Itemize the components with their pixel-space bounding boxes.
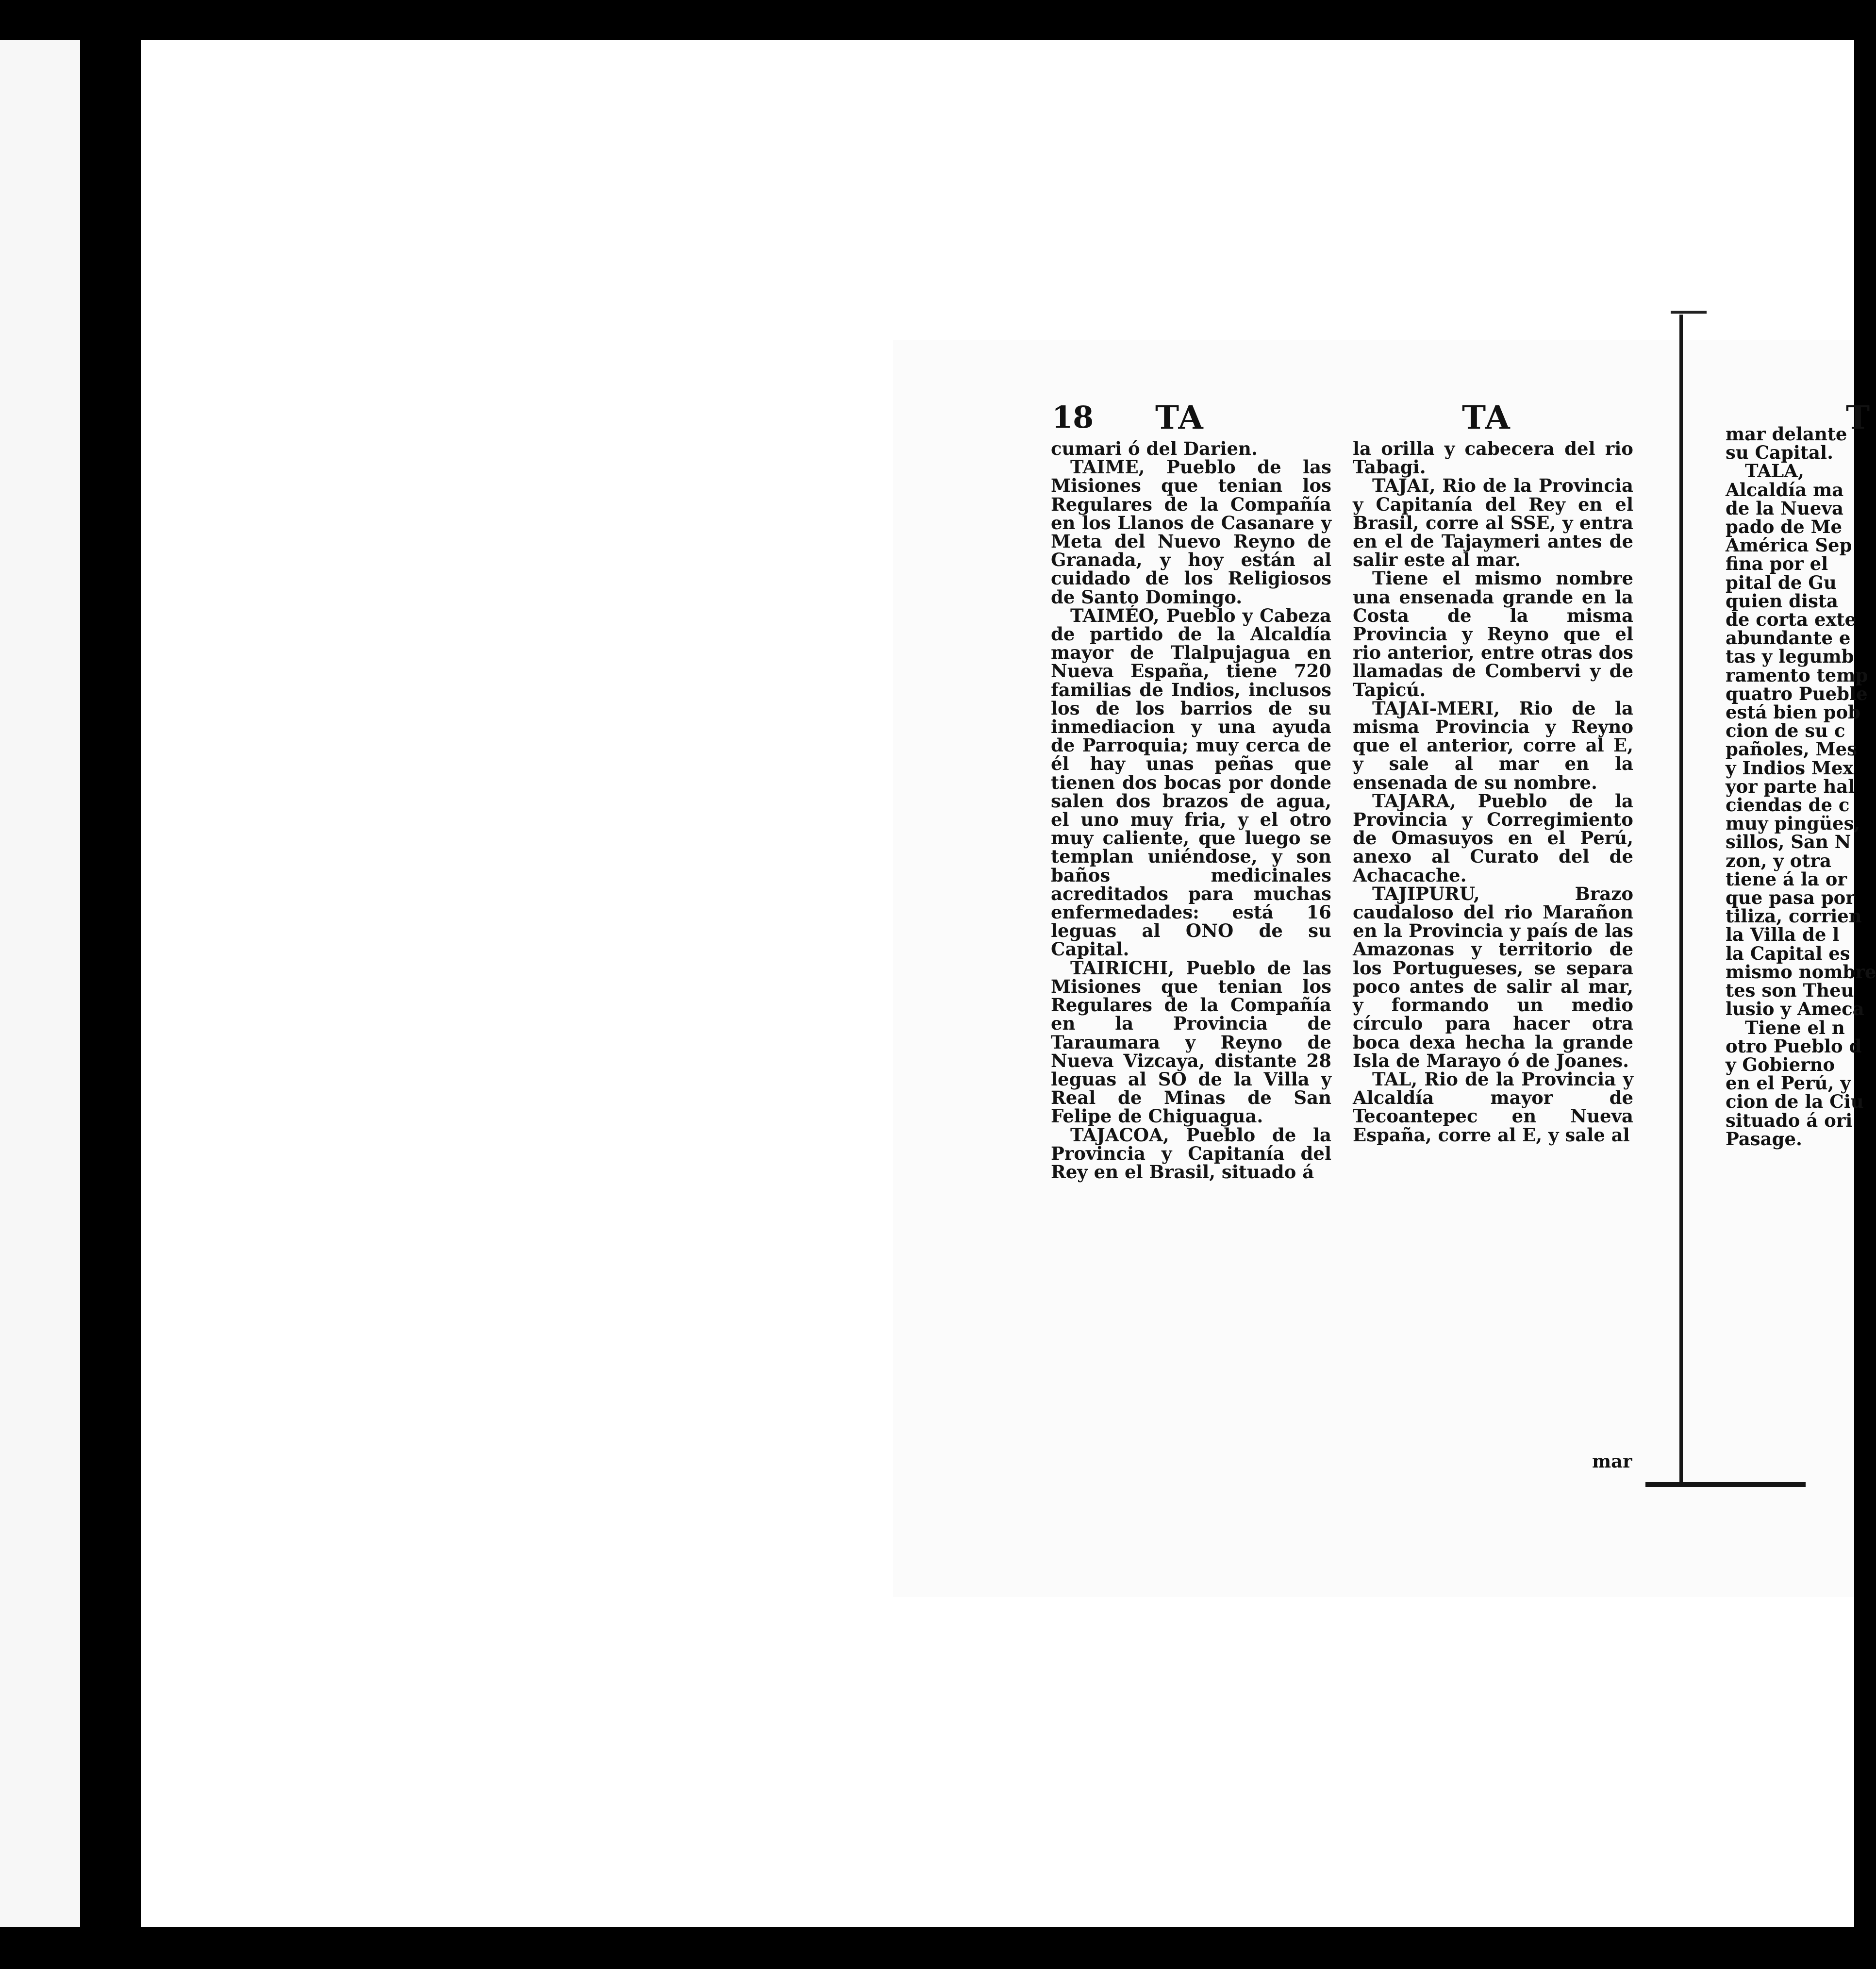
next-page-line: TALA,	[1745, 460, 1804, 482]
dictionary-entry: TAL, Rio de la Provincia y Alcaldía mayor de Tecoantepec en Nueva España, corre al E, y sale al	[1353, 1068, 1633, 1146]
running-head-right: TA	[1462, 399, 1511, 436]
next-page-fragment	[1726, 396, 1876, 1444]
next-page-line: quatro Pueble	[1726, 683, 1868, 704]
left-margin-strip	[0, 40, 80, 1927]
next-page-line: tiene á la or	[1726, 868, 1847, 890]
dictionary-entry: Tiene el mismo nombre una ensenada grande en la Costa de la misma Provincia y Reyno que el rio anterior, entre otras dos llamadas de Combervi y de Tapicú.	[1353, 567, 1633, 701]
next-page-line: otro Pueblo d	[1726, 1035, 1862, 1057]
next-page-line: pañoles, Mes	[1726, 738, 1857, 760]
next-page-line: lusio y Ameca	[1726, 998, 1864, 1020]
running-head-left: TA	[1155, 399, 1204, 436]
next-page-line: en el Perú, y	[1726, 1072, 1851, 1094]
next-page-line: fina por el	[1726, 553, 1828, 575]
next-page-line: mismo nombre	[1726, 961, 1876, 983]
dictionary-entry: TAJAI, Rio de la Provincia y Capitanía del Rey en el Brasil, corre al SSE, y entra en el de Tajaymeri antes de salir este al mar.	[1353, 475, 1633, 571]
next-page-line: de corta exte	[1726, 609, 1857, 631]
next-page-line: sillos, San N	[1726, 831, 1851, 853]
next-page-line: mar delante	[1726, 423, 1847, 445]
dictionary-entry: TAJAI-MERI, Rio de la misma Provincia y Reyno que el anterior, corre al E, y sale al mar en la ensenada de su nombre.	[1353, 697, 1633, 793]
next-page-line: tas y legumb	[1726, 646, 1854, 667]
next-page-line: y Gobierno	[1726, 1053, 1835, 1075]
next-page-line: América Sep	[1726, 534, 1852, 556]
next-page-line: situado á ori	[1726, 1109, 1853, 1131]
next-page-line: cion de su c	[1726, 720, 1845, 742]
next-page-line: la Villa de l	[1726, 924, 1840, 946]
text-column-left	[1051, 439, 1331, 1181]
next-page-line: yor parte hal	[1726, 775, 1855, 797]
next-page-line: pado de Me	[1726, 516, 1843, 538]
next-page-line: Pasage.	[1726, 1128, 1802, 1150]
page-divider-stub	[1671, 311, 1707, 314]
next-page-line: quien dista	[1726, 590, 1838, 612]
next-page-line: pital de Gu	[1726, 571, 1837, 593]
next-page-line: zon, y otra	[1726, 850, 1831, 871]
next-page-line: y Indios Mex	[1726, 757, 1854, 779]
next-page-line: muy pingües,	[1726, 813, 1860, 834]
next-page-line: tes son Theu	[1726, 980, 1854, 1001]
next-page-line: tiliza, corrien	[1726, 905, 1862, 927]
dictionary-entry: TAIRICHI, Pueblo de las Misiones que tenian los Regulares de la Compañía en la Provincia de Taraumara y Reyno de Nueva Vizcaya, distante 28 leguas al SO de la Villa y Real de Minas de San Felipe de Chiguagua.	[1051, 957, 1331, 1127]
next-page-line: Tiene el n	[1745, 1017, 1845, 1038]
next-page-running-head: T	[1846, 399, 1870, 436]
dictionary-entry: TAIMÉO, Pueblo y Cabeza de partido de la Alcaldía mayor de Tlalpujagua en Nueva España, tiene 720 familias de Indios, inclusos los de los barrios de su inmediacion y una ayuda de Parroquia; muy cerca de él hay unas peñas que tienen dos bocas por donde salen dos brazos de agua, el uno muy fria, y el otro muy caliente, que luego se templan uniéndose, y son baños medicinales acreditados para muchas enfermedades: está 16 leguas al ONO de su Capital.	[1051, 604, 1331, 960]
page-number: 18	[1052, 400, 1094, 435]
page-divider-horizontal	[1645, 1482, 1806, 1487]
next-page-line: la Capital es	[1726, 942, 1850, 964]
text-column-right	[1353, 439, 1633, 1144]
next-page-line: de la Nueva	[1726, 497, 1843, 519]
dictionary-entry: TAIME, Pueblo de las Misiones que tenian los Regulares de la Compañía en los Llanos de Casanare y Meta del Nuevo Reyno de Granada, y hoy están al cuidado de los Religiosos de Santo Domingo.	[1051, 456, 1331, 608]
next-page-line: que pasa por	[1726, 887, 1855, 909]
dictionary-entry: la orilla y cabecera del rio Tabagi.	[1353, 438, 1633, 478]
dictionary-entry: cumari ó del Darien.	[1051, 438, 1258, 459]
next-page-line: ramento temp	[1726, 664, 1868, 686]
next-page-line: Alcaldía ma	[1726, 479, 1844, 501]
page-header	[1051, 396, 1643, 442]
page-divider-vertical	[1679, 315, 1683, 1485]
next-page-line: está bien pob	[1726, 701, 1860, 723]
next-page-lines	[1726, 425, 1876, 1148]
next-page-line: su Capital.	[1726, 442, 1833, 464]
dictionary-entry: TAJIPURU, Brazo caudaloso del rio Marañon en la Provincia y país de las Amazonas y territorio de los Portugueses, se separa poco antes de salir al mar, y formando un medio círculo para hacer otra boca dexa hecha la grande Isla de Marayo ó de Joanes.	[1353, 883, 1633, 1071]
dictionary-entry: TAJARA, Pueblo de la Provincia y Corregimiento de Omasuyos en el Perú, anexo al Curato del de Achacache.	[1353, 790, 1633, 886]
scanner-border-top	[0, 0, 1854, 40]
next-page-line: cion de la Ciu	[1726, 1091, 1864, 1113]
dictionary-entry: TAJACOA, Pueblo de la Provincia y Capitanía del Rey en el Brasil, situado á	[1051, 1124, 1331, 1183]
next-page-line: ciendas de c	[1726, 794, 1850, 816]
scanner-border-bottom	[0, 1927, 1854, 1969]
next-page-line: abundante e	[1726, 627, 1851, 649]
catchword: mar	[1592, 1451, 1632, 1472]
